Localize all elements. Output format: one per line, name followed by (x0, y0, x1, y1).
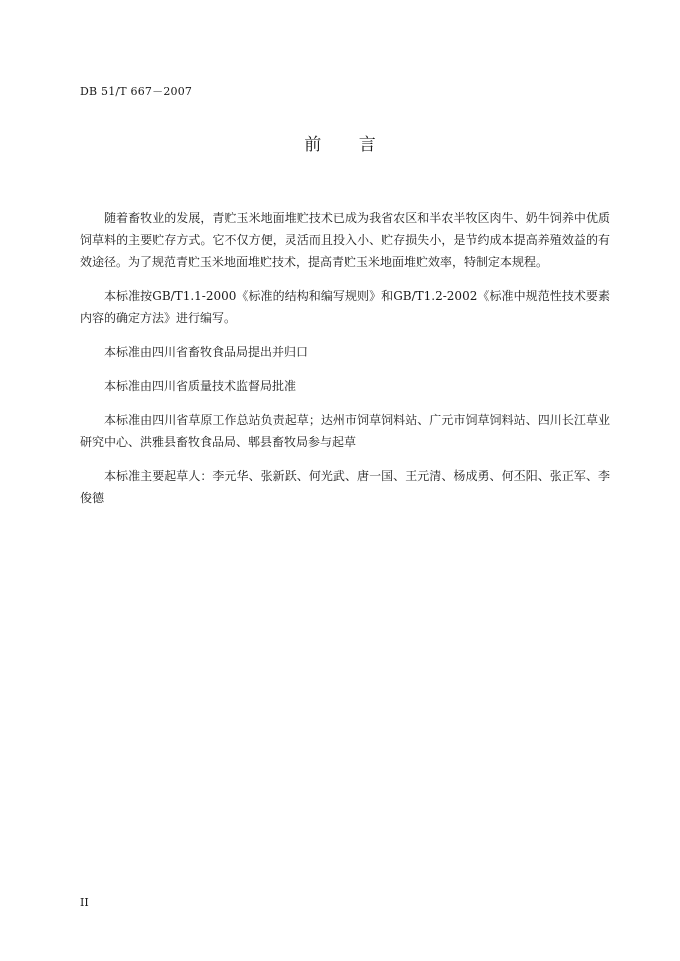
paragraph-drafting-units: 本标准由四川省草原工作总站负责起草；达州市饲草饲料站、广元市饲草饲料站、四川长江草业研究中心、洪雅县畜牧食品局、郫县畜牧局参与起草 (80, 413, 610, 449)
paragraph-drafters: 本标准主要起草人：李元华、张新跃、何光武、唐一国、王元清、杨成勇、何丕阳、张正军、李俊德 (80, 469, 610, 505)
page-number: II (80, 896, 89, 909)
paragraph-background: 随着畜牧业的发展，青贮玉米地面堆贮技术已成为我省农区和半农半牧区肉牛、奶牛饲养中优质饲草料的主要贮存方式。它不仅方便，灵活而且投入小、贮存损失小，是节约成本提高养殖效益的有效途径。为了规范青贮玉米地面堆贮技术，提高青贮玉米地面堆贮效率，特制定本规程。 (80, 211, 610, 269)
document-code: DB 51/T 667－2007 (80, 85, 193, 98)
paragraph-proposer: 本标准由四川省畜牧食品局提出并归口 (104, 345, 309, 359)
document-body (80, 207, 610, 521)
page-title: 前 言 (304, 135, 392, 155)
paragraph-approver: 本标准由四川省质量技术监督局批准 (104, 379, 297, 393)
paragraph-drafting-rules: 本标准按GB/T1.1-2000《标准的结构和编写规则》和GB/T1.2-2002《标准中规范性技术要素内容的确定方法》进行编写。 (80, 289, 610, 325)
